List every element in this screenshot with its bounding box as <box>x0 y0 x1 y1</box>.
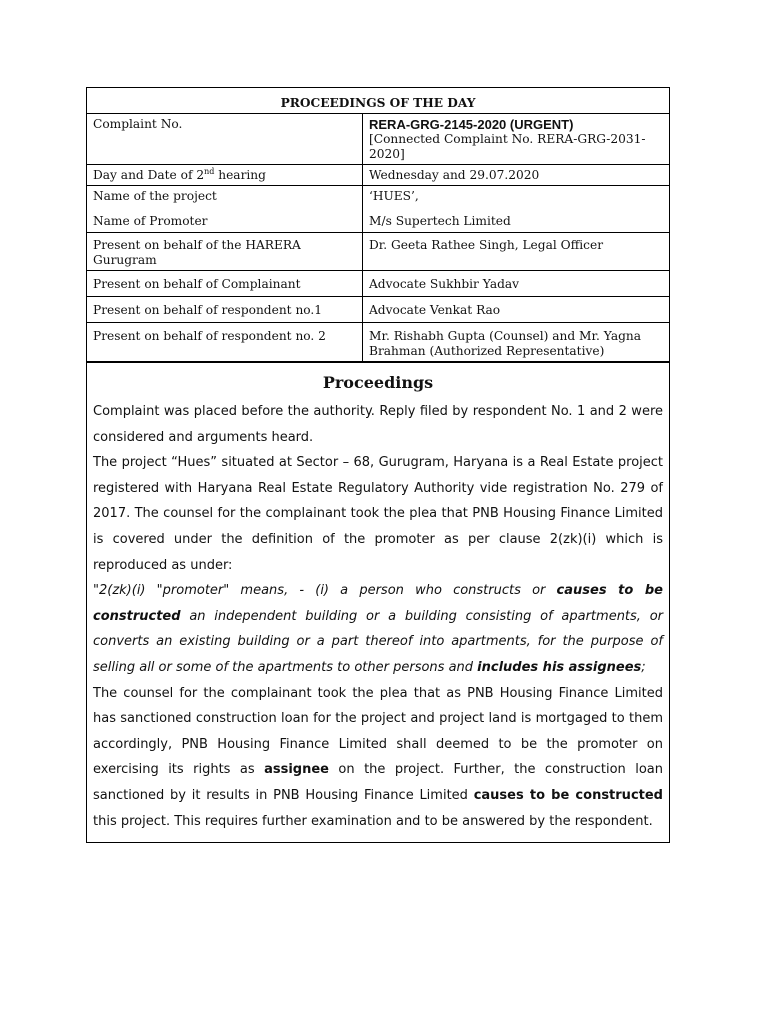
promoter-definition-quote: "2(zk)(i) "promoter" means, - (i) a person who constructs or causes to be constructed an independent building or a building consisting of apartments, or converts an existing building or a part thereof into apartments, for the purpose of selling all or some of the apartments to other persons and includes his assignees; <box>93 583 663 675</box>
respondent1-row <box>87 297 669 323</box>
complaint-label: Complaint No. <box>87 114 363 165</box>
promoter-label: Name of Promoter <box>93 214 208 228</box>
proceedings-paragraph-3: The counsel for the complainant took the plea that as PNB Housing Finance Limited has sanctioned construction loan for the project and project land is mortgaged to them accordingly, PNB Housing Finance Limited shall deemed to be the promoter on exercising its rights as assignee on the project. Further, the construction loan sanctioned by it results in PNB Housing Finance Limited causes to be constructed this project. This requires further examination and to be answered by the respondent. <box>93 685 663 829</box>
respondent1-label: Present on behalf of respondent no.1 <box>87 297 363 323</box>
hearing-value: Wednesday and 29.07.2020 <box>363 165 670 186</box>
respondent2-value: Mr. Rishabh Gupta (Counsel) and Mr. Yagna Brahman (Authorized Representative) <box>363 323 670 362</box>
table-title: PROCEEDINGS OF THE DAY <box>87 88 669 114</box>
complainant-label: Present on behalf of Complainant <box>87 271 363 297</box>
hearing-label: Day and Date of 2nd hearing <box>87 165 363 186</box>
hearing-row <box>87 165 669 186</box>
proceedings-section <box>87 362 669 842</box>
proceedings-heading: Proceedings <box>322 373 434 392</box>
respondent2-row <box>87 323 669 362</box>
proceedings-paragraph-1: Complaint was placed before the authority. Reply filed by respondent No. 1 and 2 were considered and arguments heard. <box>93 404 663 445</box>
hearing-details-table <box>87 88 669 362</box>
proceedings-paragraph-2: The project “Hues” situated at Sector – 68, Gurugram, Haryana is a Real Estate project registered with Haryana Real Estate Regulatory Authority vide registration No. 279 of 2017. The counsel for the complainant took the plea that PNB Housing Finance Limited is covered under the definition of the promoter as per clause 2(zk)(i) which is reproduced as under: <box>93 455 663 573</box>
complaint-value-cell <box>363 114 670 165</box>
harera-row <box>87 233 669 271</box>
table-header-row <box>87 88 669 114</box>
respondent1-value: Advocate Venkat Rao <box>363 297 670 323</box>
complainant-row <box>87 271 669 297</box>
project-value: ‘HUES’, <box>369 189 419 203</box>
harera-label: Present on behalf of the HARERA Gurugram <box>87 233 363 271</box>
complaint-row <box>87 114 669 165</box>
connected-complaint: [Connected Complaint No. RERA-GRG-2031-2020] <box>369 132 646 161</box>
project-promoter-row <box>87 186 669 233</box>
project-promoter-labels <box>87 186 363 233</box>
complaint-number: RERA-GRG-2145-2020 (URGENT) <box>369 117 574 132</box>
proceedings-document <box>86 87 670 843</box>
harera-value: Dr. Geeta Rathee Singh, Legal Officer <box>363 233 670 271</box>
project-promoter-values <box>363 186 670 233</box>
promoter-value: M/s Supertech Limited <box>369 214 511 228</box>
respondent2-label: Present on behalf of respondent no. 2 <box>87 323 363 362</box>
project-label: Name of the project <box>93 189 217 203</box>
complainant-value: Advocate Sukhbir Yadav <box>363 271 670 297</box>
